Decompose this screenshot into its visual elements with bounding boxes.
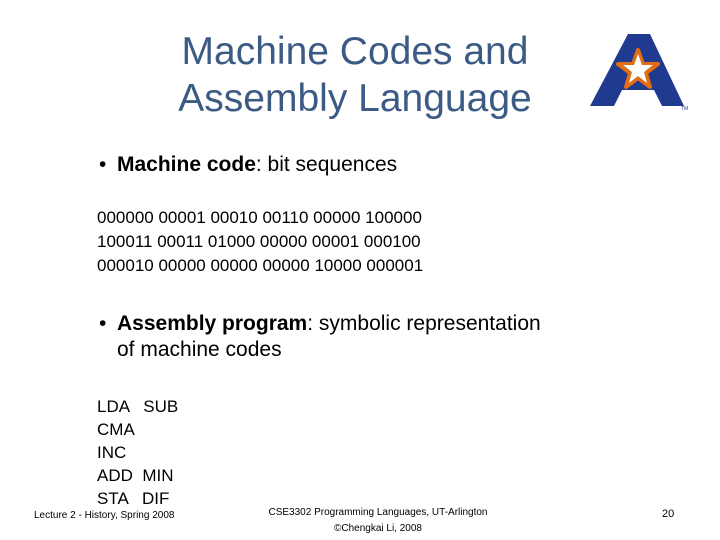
title-line-2: Assembly Language: [178, 77, 532, 120]
bullet-dot: •: [99, 312, 107, 335]
footer-copyright: ©Chengkai Li, 2008: [334, 523, 422, 534]
bullet-term: Assembly program: [117, 312, 308, 335]
mnemonic-line: ADD MIN: [97, 466, 174, 485]
machine-code-line: 000000 00001 00010 00110 00000 100000: [97, 208, 422, 227]
title-line-1: Machine Codes and: [181, 30, 529, 73]
footer-lecture: Lecture 2 - History, Spring 2008: [34, 510, 175, 521]
slide-title: [120, 28, 590, 122]
bullet-dot: •: [99, 153, 107, 176]
bullet-continuation: of machine codes: [117, 338, 282, 361]
machine-code-line: 100011 00011 01000 00000 00001 000100: [97, 232, 421, 251]
footer-course-line: CSE3302 Programming Languages, UT-Arlington: [268, 507, 488, 518]
bullet-text: : symbolic representation: [307, 312, 541, 335]
page-number: 20: [662, 508, 675, 520]
footer-course: [258, 505, 498, 537]
bullet-machine-code: [99, 152, 398, 178]
assembly-mnemonics: [97, 395, 178, 510]
mnemonic-line: CMA: [97, 420, 135, 439]
bullet-assembly-program: [99, 311, 617, 363]
svg-text:TM: TM: [681, 106, 688, 112]
mnemonic-line: LDA SUB: [97, 397, 179, 416]
mnemonic-line: INC: [97, 443, 127, 462]
machine-code-block: [97, 206, 423, 278]
uta-star-a-logo-icon: [588, 30, 688, 112]
bullet-term: Machine code: [117, 153, 256, 176]
bullet-text: : bit sequences: [255, 153, 398, 176]
mnemonic-line: STA DIF: [97, 489, 170, 508]
machine-code-line: 000010 00000 00000 00000 10000 000001: [97, 256, 424, 275]
